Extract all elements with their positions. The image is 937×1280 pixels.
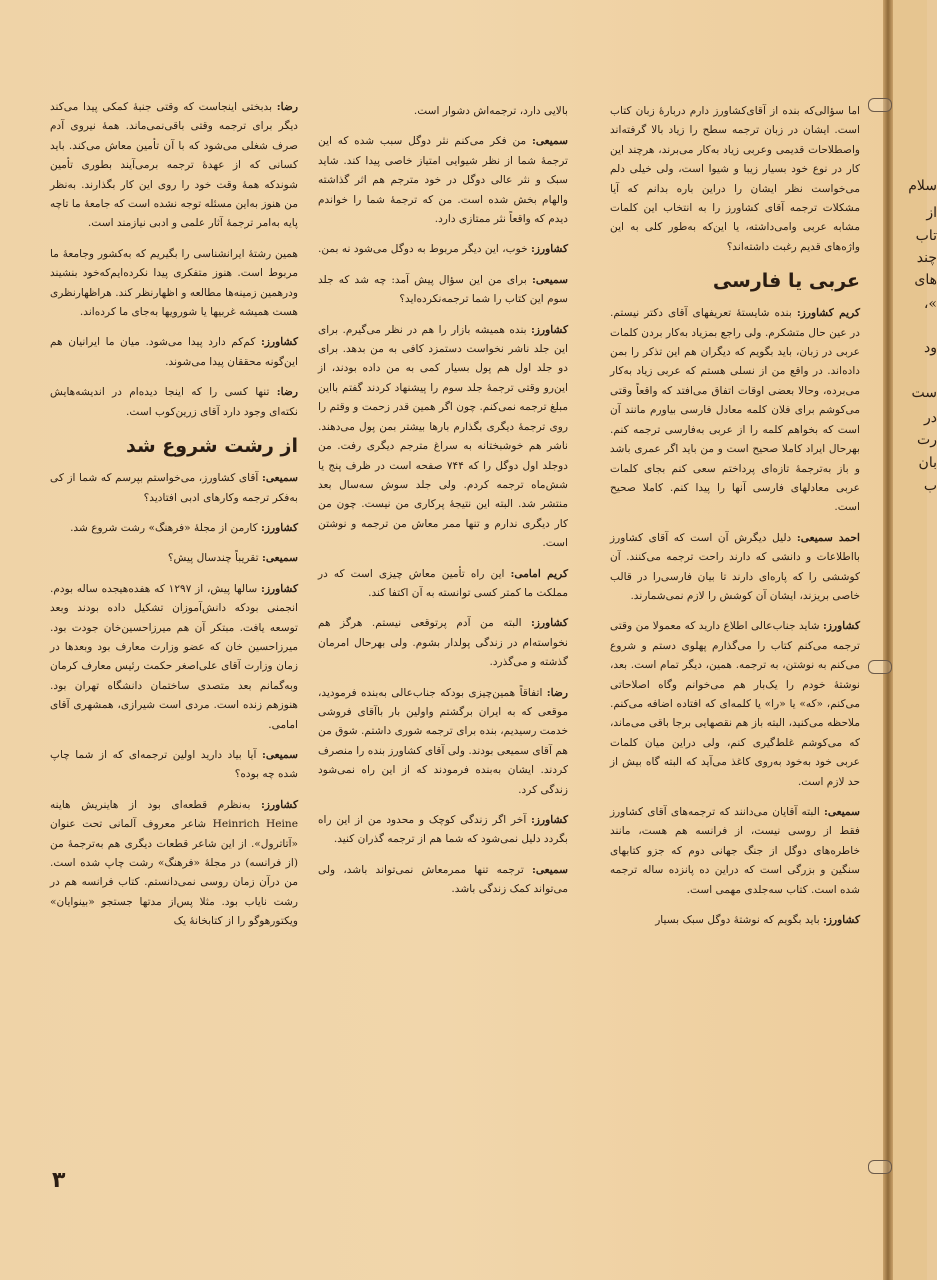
adjacent-page-text: چند xyxy=(916,250,937,266)
paragraph-text: این راه تأمین معاش چیزی است که در مملکت ما کمتر کسی توانسته به آن اکتفا کند. xyxy=(318,567,568,599)
paragraph xyxy=(50,519,298,538)
speaker-name: کشاورز: xyxy=(261,521,298,534)
paragraph-text: ترجمه تنها ممرمعاش نمی‌تواند باشد، ولی می‌تواند کمک زندگی باشد. xyxy=(318,863,568,896)
adjacent-page-text: های xyxy=(914,272,937,288)
paragraph-text: سالها پیش، از ۱۲۹۷ که هفده‌هیجده ساله بودم. انجمنی بودکه دانش‌آموزان تشکیل داده بودند وبعد توسعه یافت. مبتکر آن هم میرزاحسین‌خان جودت بود. میرزاحسین خان که عضو وزارت معارف بود وبعدها در زمان وزارت آقای علی‌اصغر حکمت رئیس معارف کرمان وبه‌گمانم بعد متصدی ساختمان دانشگاه تهران بود. هنوزهم زنده است. مردی است شیرازی، همشهری آقای امامی. xyxy=(50,582,298,731)
paragraph-text: تنها کسی را که اینجا دیده‌ام در اندیشه‌هایش نکته‌ای وجود دارد آقای زرین‌کوب است. xyxy=(50,386,298,418)
paragraph-text: آیا بیاد دارید اولین ترجمه‌ای که از شما چاپ شده چه بوده؟ xyxy=(50,748,298,781)
paragraph-text: بنده شایستهٔ تعریفهای آقای دکتر نیستم. در عین حال متشکرم. ولی راجع بمزیاد به‌کار بردن کلمات عربی در زبان، باید بگویم که دیگران هم این تذکر را بمن داده‌اند. در واقع من از نسلی هستم که عربی زیاد به‌کار می‌برده، وحالا بعضی اوقات اتفاق می‌افتد که واقعاً وقتی می‌کوشم برای فلان کلمه معادل فارسی بیاورم مانند آن است که بخواهم کلمه را از عربی به‌فارسی ترجمه کنم. بهرحال ایراد کاملا صحیح است و من باید اگر عمری باشد و باز به‌ترجمهٔ تازه‌ای پرداختم سعی کنم بجای کلمات عربی معادلهای فارسی آنها را پیدا کنم. کاملا صحیح است. xyxy=(610,307,860,514)
speaker-name: سمیعی: xyxy=(261,472,298,485)
speaker-name: احمد سمیعی: xyxy=(796,531,860,544)
paragraph-text: آخر اگر زندگی کوچک و محدود من از این راه بگردد دلیل نمی‌شود که شما هم از ترجمه گذران کنید. xyxy=(318,814,568,846)
adjacent-page-edge xyxy=(893,0,937,1280)
speaker-name: کریم کشاورز: xyxy=(796,307,861,320)
speaker-name: کشاورز: xyxy=(823,620,860,633)
paragraph xyxy=(610,911,860,930)
column-right xyxy=(610,102,860,941)
paragraph xyxy=(50,333,298,372)
speaker-name: سمیعی: xyxy=(531,135,568,148)
paragraph-text: بالایی دارد، ترجمه‌اش دشوار است. xyxy=(413,105,568,117)
paragraph xyxy=(318,565,568,604)
paragraph xyxy=(50,245,298,323)
speaker-name: کشاورز: xyxy=(531,617,568,630)
adjacent-page-text: ست xyxy=(911,385,937,401)
adjacent-page-text: »، xyxy=(923,296,937,312)
adjacent-page-text: تاب xyxy=(915,228,937,244)
paragraph xyxy=(50,580,298,735)
section-heading: عربی یا فارسی xyxy=(712,270,860,293)
paragraph-text: همین رشتهٔ ایرانشناسی را بگیریم که به‌کشور وجامعهٔ ما مربوط است. هنوز متفکری پیدا نکرده‌ایم‌که‌خود بنشیند ودرهمین زمینه‌ها مطالعه و اظهارنظر کند. هراظهارنظری هست همیشه غربیها یا شورویها به‌جای ما کرده‌اند. xyxy=(50,247,298,319)
binding-clip xyxy=(868,98,892,112)
paragraph xyxy=(318,684,568,800)
adjacent-page-text: از xyxy=(926,205,937,221)
paragraph xyxy=(610,529,860,607)
adjacent-page-text: بان xyxy=(918,455,937,471)
paragraph-text: دلیل دیگرش آن است که آقای کشاورز بااطلاعات و دانشی که دارند راحت ترجمه می‌کنند. آن کوششی را که پاره‌ای دارند تا بیان فارسی‌را در قالب خاصی بریزند، ایشان آن کوشش را لازم نمی‌شمارند. xyxy=(610,531,860,602)
speaker-name: رضا: xyxy=(276,386,298,399)
paragraph-text: برای من این سؤال پیش آمد: چه شد که جلد سوم این کتاب را شما ترجمه‌نکرده‌اید؟ xyxy=(318,273,568,306)
paragraph xyxy=(610,304,860,517)
speaker-name: کشاورز: xyxy=(261,582,299,595)
paragraph-text: کم‌کم دارد پیدا می‌شود. میان ما ایرانیان هم این‌گونه محققان پیدا می‌شوند. xyxy=(50,336,298,368)
paragraph xyxy=(318,102,568,121)
paragraph-text: البته آقایان می‌دانند که ترجمه‌های آقای کشاورز فقط از روسی نیست، از فرانسه هم هست، مانند خاطره‌های دوگل از جنگ جهانی دوم که جزو کتابهای سنگین و بزرگی است که دراین ده پانزده ساله ترجمه شده است. کتاب سه‌جلدی مهمی است. xyxy=(610,806,860,896)
paragraph-text: من فکر می‌کنم نثر دوگل سبب شده که این ترجمهٔ شما از نظر شیوایی امتیاز خاصی پیدا کند. شاید سبک و نثر عالی دوگل در خود مترجم هم اثر گذاشته والهام بخش شده است. من که ترجمهٔ شما را خواندم دیدم که واقعاً نثر ممتازی دارد. xyxy=(318,135,568,226)
column-middle xyxy=(318,102,568,911)
paragraph-text: کارمن از مجلهٔ «فرهنگ» رشت شروع شد. xyxy=(70,521,262,534)
speaker-name: سمیعی: xyxy=(261,552,298,565)
paragraph xyxy=(318,861,568,900)
paragraph xyxy=(318,811,568,850)
page-number: ۳ xyxy=(52,1168,66,1193)
adjacent-page-text: ود xyxy=(924,340,937,356)
speaker-name: کریم امامی: xyxy=(510,567,568,580)
speaker-name: کشاورز: xyxy=(531,323,568,336)
paragraph xyxy=(318,614,568,672)
paragraph-text: به‌نظرم قطعه‌ای بود از هاینریش هاینه Heinrich Heine شاعر معروف آلمانی تحت عنوان «آتاترول». از این شاعر قطعات دیگری هم به‌ترجمهٔ من (از فرانسه) در مجلهٔ «فرهنگ» رشت چاپ شده است. من درآن زمان روسی نمی‌دانستم. کتاب فرانسه هم در رشت نایاب بود. مثلا پس‌از مدتها جستجو «بینوایان» ویکتورهوگو را از کتابخانهٔ یک xyxy=(50,798,298,928)
paragraph xyxy=(50,383,298,422)
section-heading: از رشت شروع شد xyxy=(126,435,298,458)
intro-paragraph: اما سؤالی‌که بنده از آقای‌کشاورز دارم دربارهٔ زبان کتاب است. ایشان در زبان ترجمه سطح را زیاد بالا گرفته‌اند واصطلاحات قدیمی وعربی زیاد به‌کار می‌برند، هرچند این کار در نوع خود بسیار زیبا و شیوا است، ولی خیلی دلم می‌خواست نظر ایشان را دراین باره بدانم که آیا مشکلات ترجمه آقای کشاورز را به انتخاب این کلمات مشابه عربی وامی‌داشته، یا این‌که به‌طور کلی به این واژه‌های قدیم رغبت داشته‌اند؟ xyxy=(610,105,860,253)
paragraph xyxy=(318,132,568,229)
speaker-name: کشاورز: xyxy=(823,914,860,927)
paragraph-text: باید بگویم که نوشتهٔ دوگل سبک بسیار xyxy=(655,914,824,927)
column-left xyxy=(50,98,298,943)
paragraph xyxy=(610,803,860,900)
paragraph xyxy=(610,617,860,792)
paragraph xyxy=(50,796,298,932)
speaker-name: سمیعی: xyxy=(261,748,298,761)
speaker-name: رضا: xyxy=(546,686,568,699)
speaker-name: سمیعی: xyxy=(823,806,860,818)
paragraph-text: آقای کشاورز، می‌خواستم بپرسم که شما از کی به‌فکر ترجمه وکارهای ادبی افتادید؟ xyxy=(50,472,298,504)
speaker-name: سمیعی: xyxy=(531,273,568,286)
paragraph xyxy=(50,98,298,234)
adjacent-page-text: رت xyxy=(917,432,937,448)
paragraph-text: البته من آدم پرتوقعی نیستم. هرگز هم نخواسته‌ام در زندگی پولدار بشوم. ولی بهرحال امرمان گذشته و می‌گذرد. xyxy=(318,617,568,669)
binding-clip xyxy=(868,1160,892,1174)
speaker-name: کشاورز: xyxy=(261,798,298,811)
book-gutter xyxy=(883,0,893,1280)
paragraph xyxy=(50,549,298,568)
paragraph-text: شاید جناب‌عالی اطلاع دارید که معمولا من وقتی ترجمه می‌کنم کتاب را می‌گذارم پهلوی دستم و شروع می‌کنم به نوشتن، به ترجمه. همین، دیگر تمام است. بعد، نوشتهٔ خودم را یک‌بار هم می‌خوانم وگاه اصلاحاتی می‌کنم، «که» یا «را» یا کلمه‌ای که افتاده اضافه می‌کنم. ملاحظه می‌کنید، البته باز هم نقصهایی برجا باقی می‌ماند، که می‌کوشم غلط‌گیری کنم، ولی دراین میان کلمات عربی خود به‌خود به‌روی کاغذ می‌آید که البته گاه بیش از حد لازم است. xyxy=(610,620,860,788)
speaker-name: سمیعی: xyxy=(531,863,568,876)
paragraph xyxy=(50,746,298,785)
binding-clip xyxy=(868,660,892,674)
paragraph-text: اتفاقاً همین‌چیزی بودکه جناب‌عالی به‌بنده فرمودید، موقعی که به ایران برگشتم واولین بار باآقای فروشی خدمت رسیدیم، بنده برای ترجمه شوری داشتم. شوق من هم آقای سمیعی بودند. ولی آقای کشاورز بنده را منصرف کردند. ایشان به‌بنده فرمودند که از این راه نمی‌شود زندگی کرد. xyxy=(318,686,568,796)
speaker-name: کشاورز: xyxy=(531,243,568,256)
paragraph xyxy=(318,321,568,554)
paragraph-text: بدبختی اینجاست که وقتی جنبهٔ کمکی پیدا می‌کند دیگر برای ترجمه وقتی باقی‌نمی‌ماند. همهٔ نیروی آدم صرف شغلی می‌شود که با آن تأمین معاش می‌کند. باید کسانی که از عهدهٔ ترجمه برمی‌آیند بطوری تأمین شوندکه همهٔ وقت خود را روی این کار بگذارند. به‌نظر من هنوز به‌این مسئله توجه نشده است که جامعهٔ ما تاچه پایه به‌امر ترجمهٔ آثار علمی و ادبی نیازمند است. xyxy=(50,101,298,230)
speaker-name: کشاورز: xyxy=(261,336,298,349)
adjacent-page-text: ب xyxy=(923,478,937,494)
speaker-name: کشاورز: xyxy=(531,814,568,826)
paragraph xyxy=(318,271,568,310)
adjacent-page-text: در xyxy=(924,410,937,426)
paragraph-text: بنده همیشه بازار را هم در نظر می‌گیرم. برای این جلد ناشر نخواست دستمزد کافی به من بدهد. برای دو جلد اول هم پول بسیار کمی به من داده بودند، از این‌رو وقتی ترجمهٔ جلد سوم را پیشنهاد کردند گفتم بااین مبلغ ترجمه نمی‌کنم. چون اگر همین قدر زحمت و وقتم را روی ترجمهٔ دیگری بگذارم بارها بیشتر بمن پول می‌دهند. ناشر هم خوشبختانه به سراغ مترجم دیگری رفت. من دوجلد اول دوگل را که ۷۴۴ صفحه است در ظرف پنج یا شش‌ماه ترجمه کردم. ولی جلد سوش سه‌سال بعد منتشر شد. البته این نتیجهٔ پرکاری من نیست. چون من کار دیگری ندارم و تنها ممر معاش من ترجمه و نوشتن است. xyxy=(318,323,568,550)
paragraph xyxy=(318,240,568,259)
paragraph-text: خوب، این دیگر مربوط به دوگل می‌شود نه بمن. xyxy=(318,243,532,256)
speaker-name: رضا: xyxy=(276,101,298,113)
paragraph-text: تقریباً چندسال پیش؟ xyxy=(167,552,262,565)
adjacent-page-text: سلام xyxy=(908,178,937,194)
paragraph xyxy=(50,469,298,508)
